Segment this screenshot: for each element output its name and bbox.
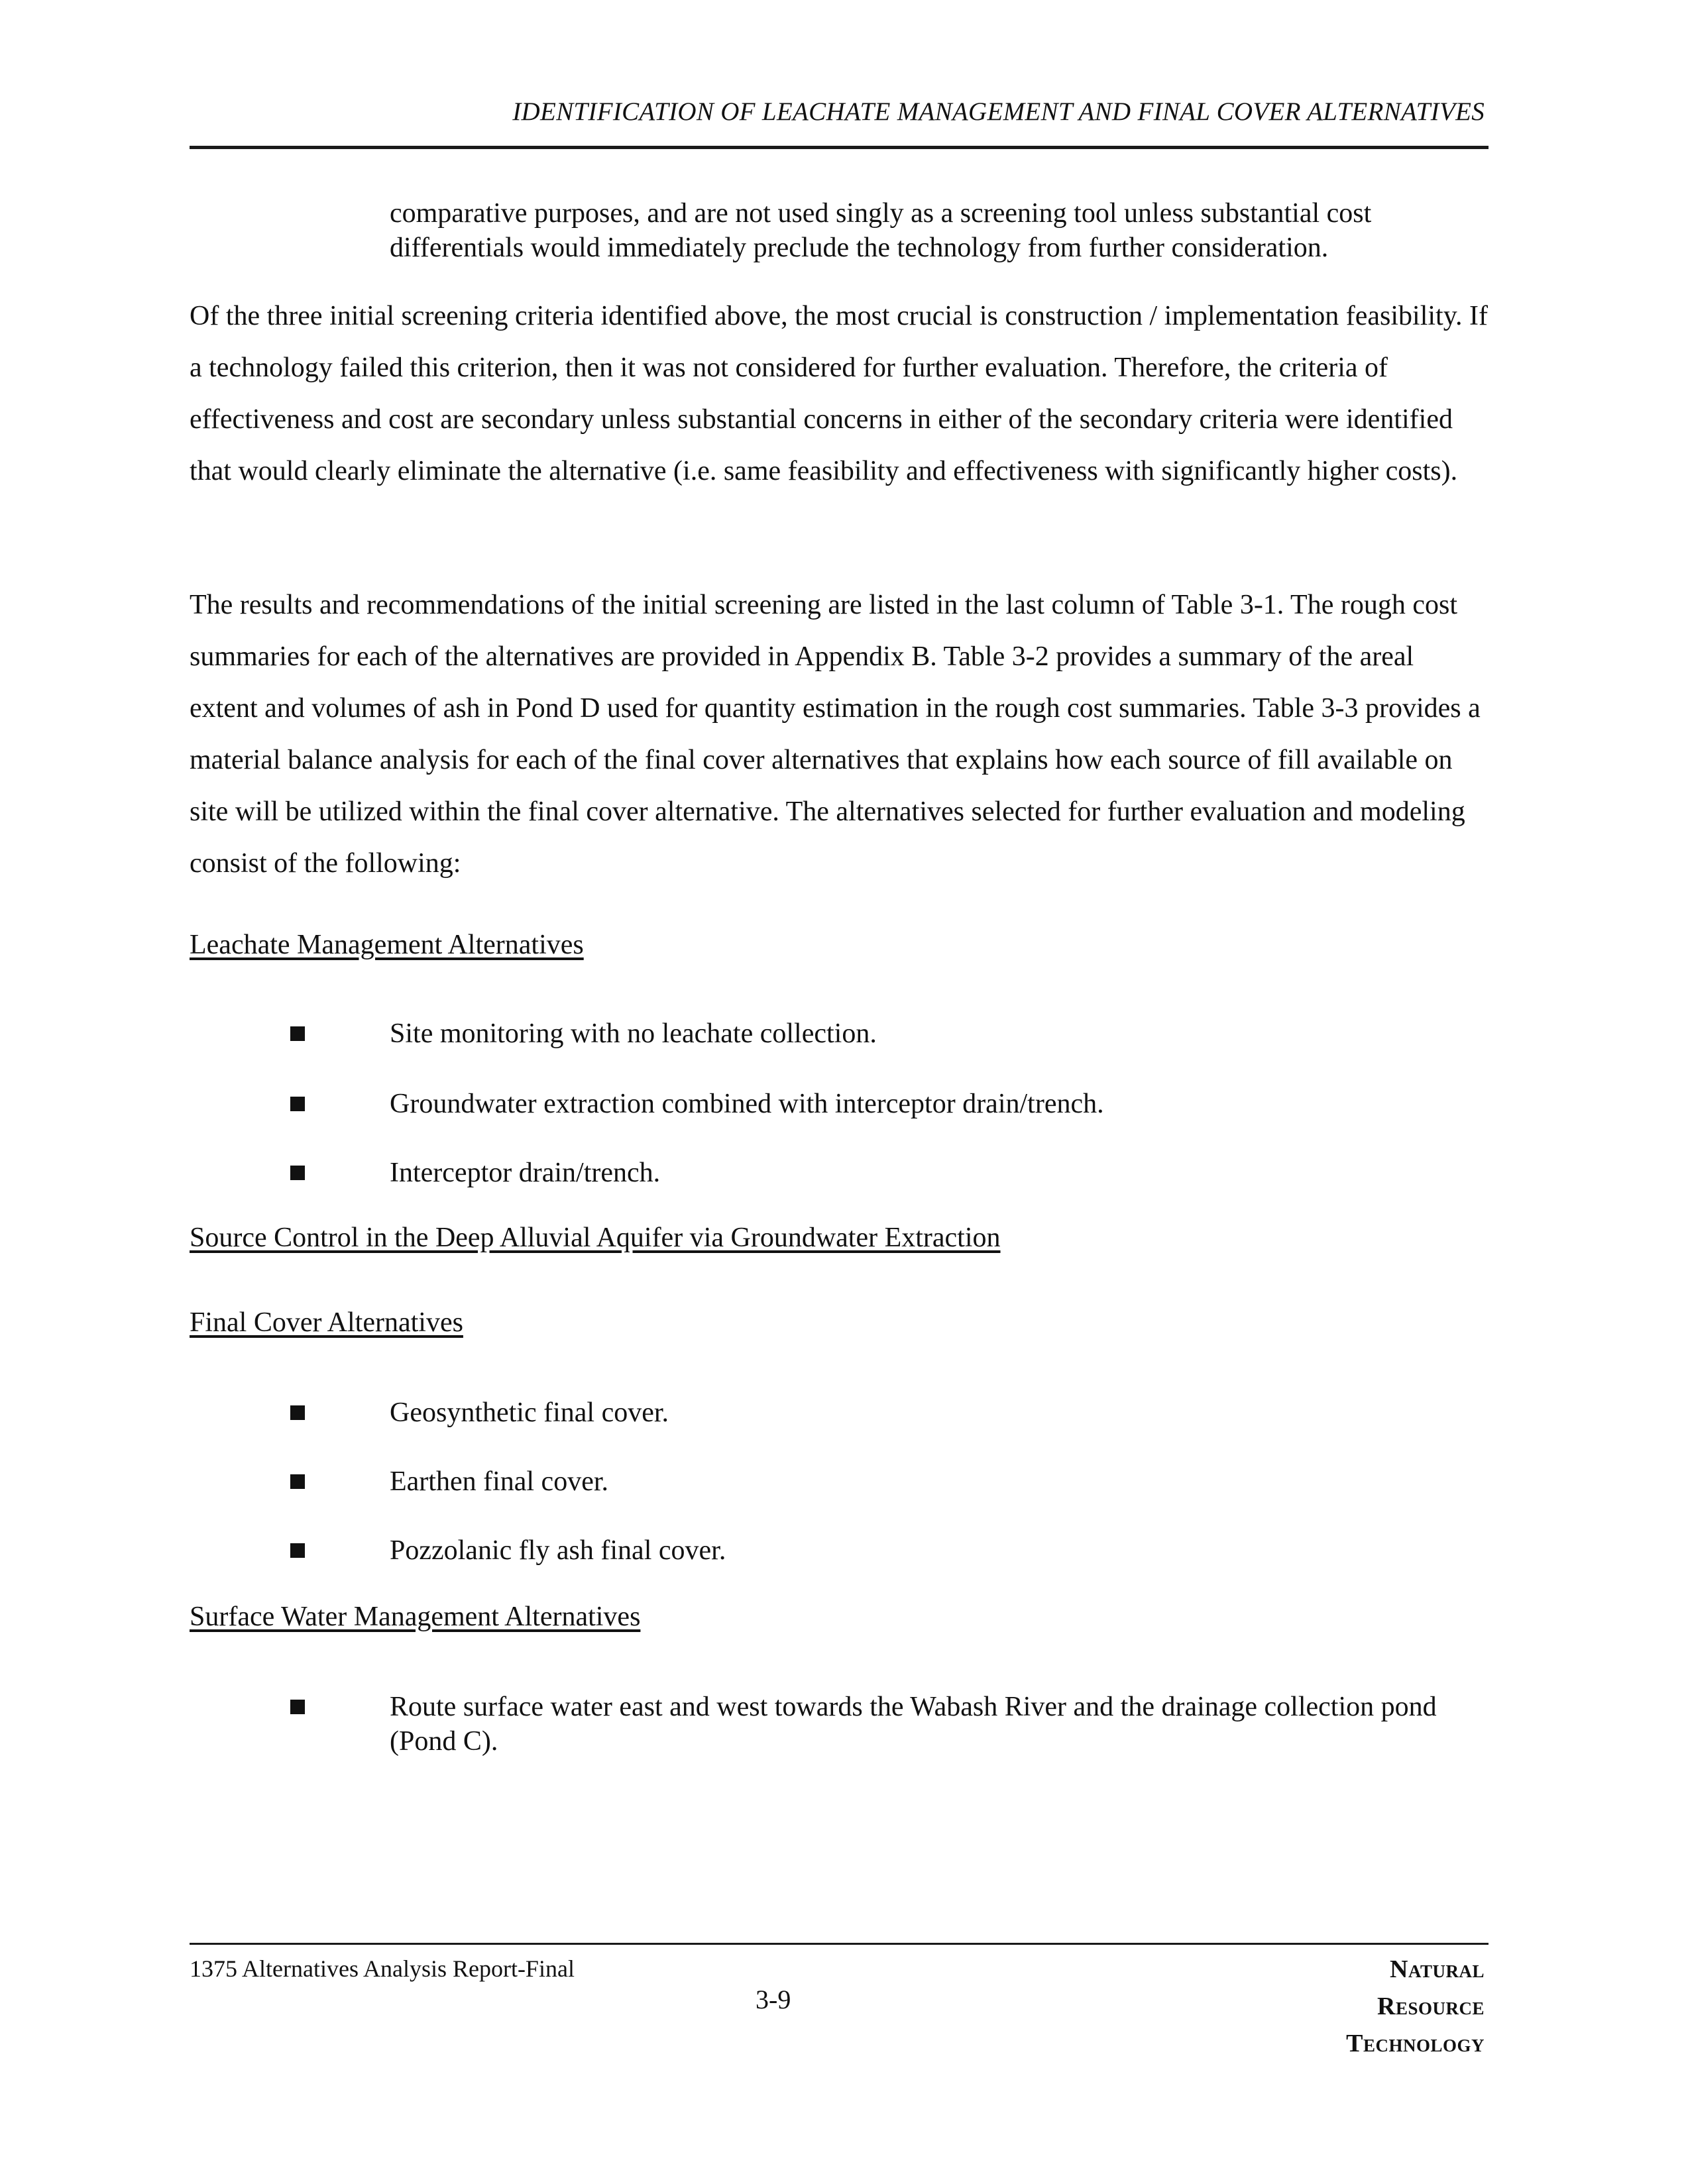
bullet-icon xyxy=(290,1405,305,1420)
logo-line: Technology xyxy=(1346,2030,1485,2057)
heading-source-control: Source Control in the Deep Alluvial Aquifer via Groundwater Extraction xyxy=(190,1223,1001,1253)
logo-line: Natural xyxy=(1390,1955,1485,1983)
heading-leachate-management: Leachate Management Alternatives xyxy=(190,930,584,960)
footer-rule xyxy=(190,1943,1489,1945)
company-logo xyxy=(1346,1951,1485,2062)
paragraph-results: The results and recommendations of the initial screening are listed in the last column of Table 3-1. The rough cost summaries for each of the alternatives are provided in Appendix B. Table 3-2 provides a summary of the areal extent and volumes of ash in Pond D used for quantity estimation in the rough cost summaries. Table 3-3 provides a material balance analysis for each of the final cover alternatives that explains how each source of fill available on site will be utilized within the final cover alternative. The alternatives selected for further evaluation and modeling consist of the following: xyxy=(190,590,1481,879)
running-header: IDENTIFICATION OF LEACHATE MANAGEMENT AND FINAL COVER ALTERNATIVES xyxy=(512,97,1485,126)
bullet-icon xyxy=(290,1700,305,1714)
bullet-icon xyxy=(290,1097,305,1111)
header-rule xyxy=(190,146,1489,149)
bullet-icon xyxy=(290,1166,305,1180)
page-number: 3-9 xyxy=(756,1985,791,2014)
list-item-text: Geosynthetic final cover. xyxy=(390,1397,669,1428)
bullet-icon xyxy=(290,1026,305,1041)
list-item-text: Site monitoring with no leachate collection. xyxy=(390,1018,877,1049)
list-item-text: Interceptor drain/trench. xyxy=(390,1158,661,1188)
list-item-text: Pozzolanic fly ash final cover. xyxy=(390,1535,726,1566)
list-item-text: Route surface water east and west towards the Wabash River and the drainage collection pond (Pond C). xyxy=(390,1692,1437,1757)
continuation-paragraph: comparative purposes, and are not used singly as a screening tool unless substantial cost differentials would immediately preclude the technology from further consideration. xyxy=(390,198,1372,263)
bullet-icon xyxy=(290,1543,305,1558)
list-item-text: Earthen final cover. xyxy=(390,1466,609,1497)
paragraph-screening-criteria: Of the three initial screening criteria identified above, the most crucial is construction / implementation feasibility. If a technology failed this criterion, then it was not considered for further evaluation. Therefore, the criteria of effectiveness and cost are secondary unless substantial concerns in either of the secondary criteria were identified that would clearly eliminate the alternative (i.e. same feasibility and effectiveness with significantly higher costs). xyxy=(190,301,1488,486)
heading-surface-water: Surface Water Management Alternatives xyxy=(190,1602,641,1632)
heading-final-cover: Final Cover Alternatives xyxy=(190,1307,463,1338)
footer-report-title: 1375 Alternatives Analysis Report-Final xyxy=(190,1955,575,1982)
bullet-icon xyxy=(290,1474,305,1489)
logo-line: Resource xyxy=(1377,1993,1485,2020)
list-item-text: Groundwater extraction combined with interceptor drain/trench. xyxy=(390,1089,1104,1119)
